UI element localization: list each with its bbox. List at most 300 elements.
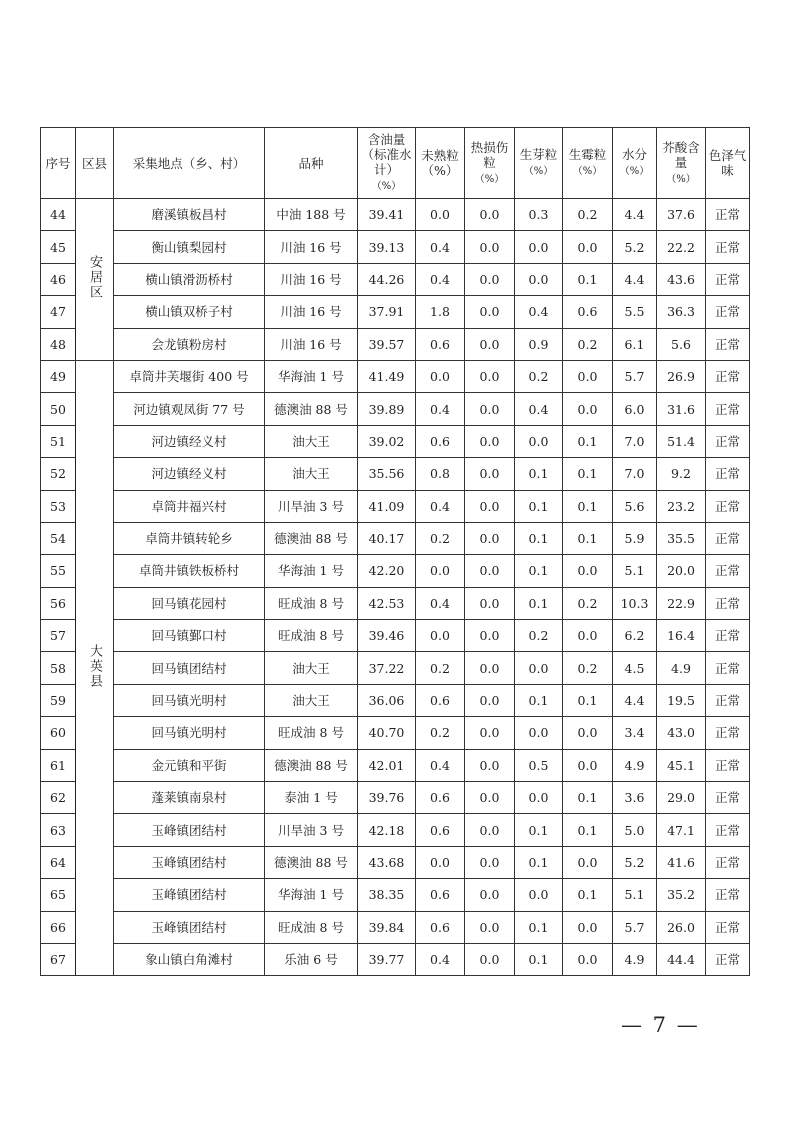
header-erucic: [657, 128, 706, 199]
cell-no: 47: [41, 296, 76, 328]
cell-no: 64: [41, 846, 76, 878]
cell-oil: 39.41: [358, 199, 416, 231]
cell-sprouted: 0.1: [515, 911, 563, 943]
cell-moisture: 3.6: [613, 782, 657, 814]
cell-moldy: 0.1: [563, 458, 613, 490]
cell-color: 正常: [706, 296, 750, 328]
cell-no: 48: [41, 328, 76, 360]
cell-heat-damaged: 0.0: [465, 231, 515, 263]
cell-heat-damaged: 0.0: [465, 425, 515, 457]
cell-variety: 川油 16 号: [265, 296, 358, 328]
cell-oil: 42.18: [358, 814, 416, 846]
cell-sprouted: 0.1: [515, 458, 563, 490]
cell-no: 44: [41, 199, 76, 231]
header-moldy: [563, 128, 613, 199]
cell-sprouted: 0.1: [515, 814, 563, 846]
cell-heat-damaged: 0.0: [465, 555, 515, 587]
cell-moisture: 5.1: [613, 879, 657, 911]
table-row: [41, 393, 750, 425]
cell-erucic: 16.4: [657, 620, 706, 652]
cell-location: 衡山镇梨园村: [114, 231, 265, 263]
cell-location: 河边镇经义村: [114, 425, 265, 457]
cell-no: 50: [41, 393, 76, 425]
cell-oil: 39.84: [358, 911, 416, 943]
cell-heat-damaged: 0.0: [465, 587, 515, 619]
header-moisture-unit: （%）: [619, 166, 650, 177]
cell-heat-damaged: 0.0: [465, 328, 515, 360]
cell-oil: 44.26: [358, 263, 416, 295]
cell-erucic: 31.6: [657, 393, 706, 425]
cell-heat-damaged: 0.0: [465, 393, 515, 425]
cell-moldy: 0.1: [563, 263, 613, 295]
cell-erucic: 44.4: [657, 943, 706, 975]
cell-moldy: 0.2: [563, 328, 613, 360]
cell-sprouted: 0.1: [515, 587, 563, 619]
cell-moisture: 5.7: [613, 911, 657, 943]
cell-oil: 41.49: [358, 360, 416, 392]
cell-sprouted: 0.0: [515, 782, 563, 814]
cell-heat-damaged: 0.0: [465, 522, 515, 554]
cell-moisture: 4.4: [613, 263, 657, 295]
cell-no: 63: [41, 814, 76, 846]
cell-county: [76, 199, 114, 361]
cell-variety: 川旱油 3 号: [265, 490, 358, 522]
cell-immature: 0.0: [416, 620, 465, 652]
cell-oil: 38.35: [358, 879, 416, 911]
cell-heat-damaged: 0.0: [465, 749, 515, 781]
cell-erucic: 43.6: [657, 263, 706, 295]
cell-no: 58: [41, 652, 76, 684]
cell-moldy: 0.0: [563, 231, 613, 263]
cell-variety: 华海油 1 号: [265, 879, 358, 911]
table-row: [41, 522, 750, 554]
cell-no: 53: [41, 490, 76, 522]
cell-erucic: 41.6: [657, 846, 706, 878]
cell-erucic: 26.9: [657, 360, 706, 392]
cell-immature: 0.6: [416, 684, 465, 716]
cell-moldy: 0.0: [563, 749, 613, 781]
cell-immature: 0.0: [416, 846, 465, 878]
cell-oil: 39.77: [358, 943, 416, 975]
cell-moisture: 7.0: [613, 425, 657, 457]
cell-no: 67: [41, 943, 76, 975]
table-body: [41, 199, 750, 976]
cell-erucic: 23.2: [657, 490, 706, 522]
cell-location: 金元镇和平街: [114, 749, 265, 781]
cell-heat-damaged: 0.0: [465, 814, 515, 846]
cell-variety: 中油 188 号: [265, 199, 358, 231]
cell-immature: 0.6: [416, 814, 465, 846]
cell-oil: 39.57: [358, 328, 416, 360]
cell-immature: 0.6: [416, 328, 465, 360]
cell-variety: 德澳油 88 号: [265, 393, 358, 425]
header-sprouted-label: 生芽粒: [519, 147, 558, 162]
cell-color: 正常: [706, 717, 750, 749]
cell-moisture: 5.5: [613, 296, 657, 328]
cell-sprouted: 0.0: [515, 717, 563, 749]
cell-location: 会龙镇粉房村: [114, 328, 265, 360]
cell-color: 正常: [706, 814, 750, 846]
header-county: 区县: [76, 128, 114, 199]
cell-erucic: 19.5: [657, 684, 706, 716]
cell-immature: 0.2: [416, 717, 465, 749]
cell-variety: 德澳油 88 号: [265, 749, 358, 781]
table-row: [41, 458, 750, 490]
cell-moldy: 0.0: [563, 620, 613, 652]
cell-location: 横山镇双桥子村: [114, 296, 265, 328]
cell-erucic: 26.0: [657, 911, 706, 943]
cell-immature: 0.0: [416, 555, 465, 587]
cell-location: 玉峰镇团结村: [114, 846, 265, 878]
cell-oil: 40.17: [358, 522, 416, 554]
cell-erucic: 51.4: [657, 425, 706, 457]
cell-color: 正常: [706, 555, 750, 587]
cell-immature: 0.0: [416, 360, 465, 392]
header-erucic-label: 芥酸含量: [662, 139, 700, 170]
cell-location: 卓筒井镇转轮乡: [114, 522, 265, 554]
cell-variety: 旺成油 8 号: [265, 717, 358, 749]
cell-no: 55: [41, 555, 76, 587]
cell-no: 65: [41, 879, 76, 911]
header-moisture-label: 水分: [621, 147, 647, 162]
cell-moldy: 0.0: [563, 717, 613, 749]
header-moldy-unit: （%）: [572, 166, 603, 177]
cell-moisture: 5.6: [613, 490, 657, 522]
cell-location: 回马镇团结村: [114, 652, 265, 684]
cell-sprouted: 0.1: [515, 555, 563, 587]
cell-heat-damaged: 0.0: [465, 199, 515, 231]
cell-sprouted: 0.5: [515, 749, 563, 781]
cell-location: 回马镇光明村: [114, 717, 265, 749]
cell-heat-damaged: 0.0: [465, 263, 515, 295]
cell-erucic: 47.1: [657, 814, 706, 846]
cell-color: 正常: [706, 587, 750, 619]
cell-variety: 德澳油 88 号: [265, 846, 358, 878]
cell-color: 正常: [706, 425, 750, 457]
table-header: [41, 128, 750, 199]
cell-no: 52: [41, 458, 76, 490]
cell-immature: 0.4: [416, 263, 465, 295]
cell-variety: 乐油 6 号: [265, 943, 358, 975]
cell-immature: 0.4: [416, 231, 465, 263]
cell-color: 正常: [706, 782, 750, 814]
cell-variety: 油大王: [265, 684, 358, 716]
cell-oil: 39.46: [358, 620, 416, 652]
cell-immature: 0.4: [416, 393, 465, 425]
cell-oil: 39.89: [358, 393, 416, 425]
cell-moldy: 0.1: [563, 522, 613, 554]
cell-no: 62: [41, 782, 76, 814]
cell-variety: 川旱油 3 号: [265, 814, 358, 846]
cell-oil: 39.02: [358, 425, 416, 457]
cell-moisture: 6.2: [613, 620, 657, 652]
cell-sprouted: 0.1: [515, 846, 563, 878]
cell-oil: 37.91: [358, 296, 416, 328]
cell-heat-damaged: 0.0: [465, 360, 515, 392]
cell-sprouted: 0.1: [515, 943, 563, 975]
table-row: [41, 684, 750, 716]
cell-no: 46: [41, 263, 76, 295]
cell-erucic: 22.2: [657, 231, 706, 263]
cell-moldy: 0.0: [563, 943, 613, 975]
cell-moisture: 4.9: [613, 943, 657, 975]
cell-location: 玉峰镇团结村: [114, 814, 265, 846]
cell-immature: 0.6: [416, 879, 465, 911]
cell-erucic: 20.0: [657, 555, 706, 587]
cell-sprouted: 0.1: [515, 684, 563, 716]
cell-moisture: 4.9: [613, 749, 657, 781]
cell-oil: 37.22: [358, 652, 416, 684]
cell-no: 54: [41, 522, 76, 554]
cell-immature: 0.6: [416, 425, 465, 457]
table-row: [41, 814, 750, 846]
cell-color: 正常: [706, 522, 750, 554]
table-row: [41, 782, 750, 814]
cell-variety: 旺成油 8 号: [265, 911, 358, 943]
cell-immature: 0.6: [416, 911, 465, 943]
cell-variety: 油大王: [265, 458, 358, 490]
cell-heat-damaged: 0.0: [465, 652, 515, 684]
cell-immature: 0.4: [416, 749, 465, 781]
cell-variety: 旺成油 8 号: [265, 587, 358, 619]
cell-color: 正常: [706, 620, 750, 652]
cell-location: 象山镇白角滩村: [114, 943, 265, 975]
cell-color: 正常: [706, 393, 750, 425]
cell-immature: 0.4: [416, 490, 465, 522]
cell-color: 正常: [706, 846, 750, 878]
cell-location: 卓筒井福兴村: [114, 490, 265, 522]
table-row: [41, 749, 750, 781]
cell-moisture: 5.9: [613, 522, 657, 554]
header-sprouted: [515, 128, 563, 199]
table-row: [41, 296, 750, 328]
cell-variety: 川油 16 号: [265, 231, 358, 263]
cell-heat-damaged: 0.0: [465, 490, 515, 522]
cell-sprouted: 0.0: [515, 425, 563, 457]
cell-erucic: 35.2: [657, 879, 706, 911]
cell-erucic: 9.2: [657, 458, 706, 490]
cell-county: [76, 360, 114, 975]
cell-variety: 泰油 1 号: [265, 782, 358, 814]
header-heat-damaged: [465, 128, 515, 199]
table-row: [41, 943, 750, 975]
cell-color: 正常: [706, 199, 750, 231]
header-sprouted-unit: （%）: [523, 166, 554, 177]
cell-color: 正常: [706, 879, 750, 911]
cell-location: 卓筒井镇铁板桥村: [114, 555, 265, 587]
cell-immature: 0.0: [416, 199, 465, 231]
cell-moldy: 0.2: [563, 587, 613, 619]
cell-heat-damaged: 0.0: [465, 879, 515, 911]
cell-immature: 0.2: [416, 522, 465, 554]
cell-variety: 华海油 1 号: [265, 360, 358, 392]
cell-moldy: 0.1: [563, 879, 613, 911]
cell-erucic: 43.0: [657, 717, 706, 749]
table-row: [41, 263, 750, 295]
table-row: [41, 620, 750, 652]
cell-moldy: 0.1: [563, 490, 613, 522]
county-label: 大英县: [87, 644, 102, 690]
cell-heat-damaged: 0.0: [465, 296, 515, 328]
cell-variety: 德澳油 88 号: [265, 522, 358, 554]
cell-color: 正常: [706, 490, 750, 522]
cell-moldy: 0.2: [563, 652, 613, 684]
table-row: [41, 879, 750, 911]
cell-moisture: 5.2: [613, 846, 657, 878]
cell-moldy: 0.0: [563, 393, 613, 425]
cell-oil: 35.56: [358, 458, 416, 490]
header-heat-damaged-label: 热损伤粒: [470, 139, 509, 170]
cell-color: 正常: [706, 231, 750, 263]
table-row: [41, 328, 750, 360]
cell-heat-damaged: 0.0: [465, 782, 515, 814]
header-immature: 未熟粒（%）: [416, 128, 465, 199]
cell-moisture: 3.4: [613, 717, 657, 749]
table-row: [41, 652, 750, 684]
cell-variety: 川油 16 号: [265, 263, 358, 295]
cell-moisture: 5.7: [613, 360, 657, 392]
cell-color: 正常: [706, 749, 750, 781]
cell-erucic: 29.0: [657, 782, 706, 814]
cell-color: 正常: [706, 263, 750, 295]
cell-moisture: 5.1: [613, 555, 657, 587]
header-oil: [358, 128, 416, 199]
cell-immature: 1.8: [416, 296, 465, 328]
cell-heat-damaged: 0.0: [465, 684, 515, 716]
cell-variety: 川油 16 号: [265, 328, 358, 360]
cell-location: 河边镇观凤街 77 号: [114, 393, 265, 425]
cell-no: 45: [41, 231, 76, 263]
header-oil-unit: （%）: [371, 181, 402, 192]
cell-moisture: 5.0: [613, 814, 657, 846]
cell-sprouted: 0.2: [515, 620, 563, 652]
table-row: [41, 490, 750, 522]
cell-sprouted: 0.9: [515, 328, 563, 360]
table-row: [41, 717, 750, 749]
cell-moisture: 4.5: [613, 652, 657, 684]
cell-location: 回马镇鄞口村: [114, 620, 265, 652]
cell-color: 正常: [706, 652, 750, 684]
cell-immature: 0.4: [416, 943, 465, 975]
cell-heat-damaged: 0.0: [465, 717, 515, 749]
table-row: [41, 199, 750, 231]
table-row: [41, 231, 750, 263]
header-color: 色泽气味: [706, 128, 750, 199]
cell-sprouted: 0.2: [515, 360, 563, 392]
cell-location: 磨溪镇板昌村: [114, 199, 265, 231]
cell-moldy: 0.1: [563, 425, 613, 457]
cell-location: 蓬莱镇南泉村: [114, 782, 265, 814]
cell-moisture: 7.0: [613, 458, 657, 490]
header-moisture: [613, 128, 657, 199]
cell-location: 卓筒井芙堰街 400 号: [114, 360, 265, 392]
cell-oil: 42.20: [358, 555, 416, 587]
cell-no: 60: [41, 717, 76, 749]
cell-moldy: 0.0: [563, 360, 613, 392]
cell-immature: 0.4: [416, 587, 465, 619]
page-number: — 7 —: [621, 1013, 700, 1037]
cell-no: 51: [41, 425, 76, 457]
cell-moldy: 0.0: [563, 911, 613, 943]
cell-location: 玉峰镇团结村: [114, 911, 265, 943]
cell-no: 49: [41, 360, 76, 392]
cell-variety: 华海油 1 号: [265, 555, 358, 587]
header-heat-damaged-unit: （%）: [474, 173, 505, 185]
cell-location: 回马镇光明村: [114, 684, 265, 716]
cell-color: 正常: [706, 943, 750, 975]
header-no: 序号: [41, 128, 76, 199]
cell-erucic: 45.1: [657, 749, 706, 781]
cell-oil: 42.01: [358, 749, 416, 781]
cell-color: 正常: [706, 328, 750, 360]
header-variety: 品种: [265, 128, 358, 199]
cell-moldy: 0.6: [563, 296, 613, 328]
cell-moldy: 0.0: [563, 555, 613, 587]
header-oil-label: 含油量（标准水计）: [361, 132, 412, 177]
cell-oil: 41.09: [358, 490, 416, 522]
county-label: 安居区: [87, 255, 102, 301]
table-row: [41, 846, 750, 878]
header-erucic-unit: （%）: [666, 173, 696, 185]
cell-moisture: 4.4: [613, 199, 657, 231]
table-row: [41, 360, 750, 392]
cell-variety: 油大王: [265, 652, 358, 684]
cell-no: 56: [41, 587, 76, 619]
cell-location: 横山镇滑沥桥村: [114, 263, 265, 295]
cell-sprouted: 0.0: [515, 263, 563, 295]
header-moldy-label: 生霉粒: [568, 147, 607, 162]
cell-erucic: 4.9: [657, 652, 706, 684]
cell-immature: 0.8: [416, 458, 465, 490]
data-table: [40, 127, 750, 976]
cell-sprouted: 0.0: [515, 231, 563, 263]
cell-color: 正常: [706, 458, 750, 490]
table-row: [41, 425, 750, 457]
cell-moldy: 0.0: [563, 846, 613, 878]
cell-moldy: 0.1: [563, 814, 613, 846]
cell-location: 回马镇花园村: [114, 587, 265, 619]
cell-moisture: 5.2: [613, 231, 657, 263]
cell-sprouted: 0.1: [515, 490, 563, 522]
cell-sprouted: 0.0: [515, 652, 563, 684]
cell-moisture: 6.0: [613, 393, 657, 425]
cell-no: 59: [41, 684, 76, 716]
cell-erucic: 35.5: [657, 522, 706, 554]
cell-oil: 42.53: [358, 587, 416, 619]
cell-oil: 43.68: [358, 846, 416, 878]
cell-heat-damaged: 0.0: [465, 911, 515, 943]
cell-sprouted: 0.3: [515, 199, 563, 231]
cell-heat-damaged: 0.0: [465, 846, 515, 878]
cell-heat-damaged: 0.0: [465, 458, 515, 490]
cell-oil: 39.13: [358, 231, 416, 263]
cell-heat-damaged: 0.0: [465, 943, 515, 975]
cell-moldy: 0.2: [563, 199, 613, 231]
cell-location: 玉峰镇团结村: [114, 879, 265, 911]
cell-moldy: 0.1: [563, 782, 613, 814]
cell-moldy: 0.1: [563, 684, 613, 716]
cell-color: 正常: [706, 684, 750, 716]
cell-moisture: 4.4: [613, 684, 657, 716]
table-row: [41, 911, 750, 943]
cell-heat-damaged: 0.0: [465, 620, 515, 652]
cell-erucic: 5.6: [657, 328, 706, 360]
cell-variety: 油大王: [265, 425, 358, 457]
cell-no: 66: [41, 911, 76, 943]
header-location: 采集地点（乡、村）: [114, 128, 265, 199]
cell-immature: 0.6: [416, 782, 465, 814]
cell-color: 正常: [706, 360, 750, 392]
